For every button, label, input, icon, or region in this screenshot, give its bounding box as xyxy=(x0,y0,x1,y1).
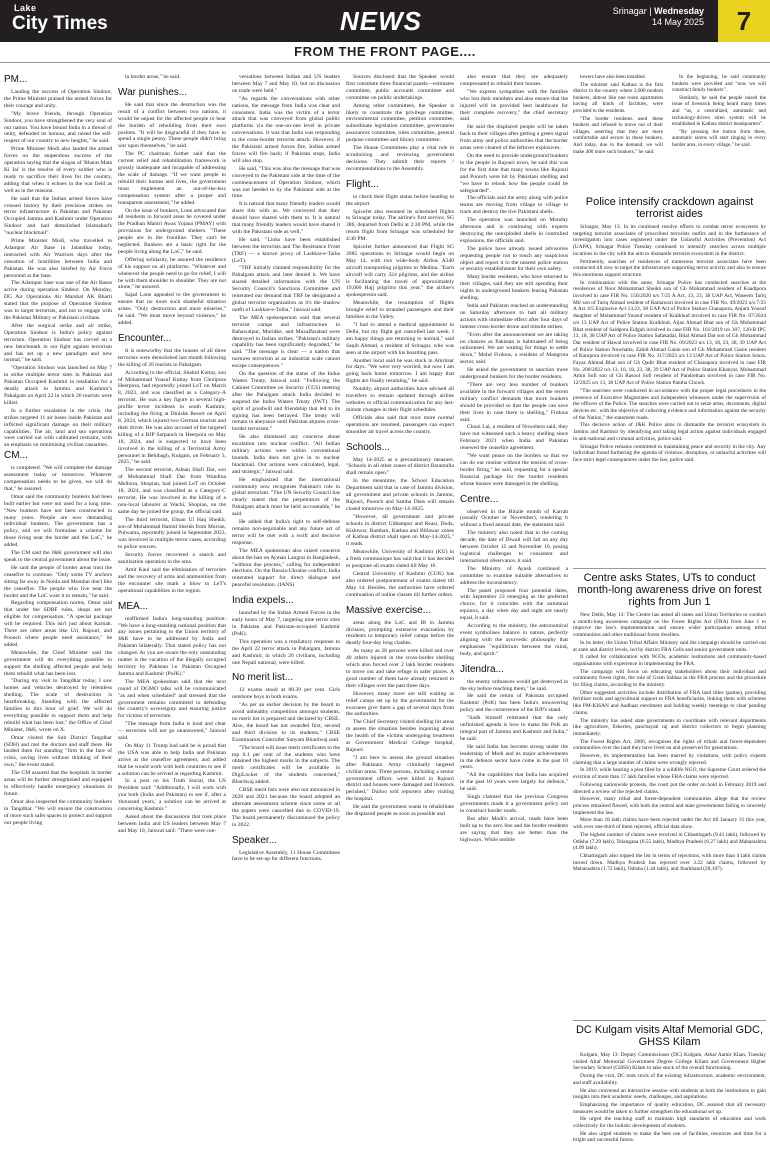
paragraph: The PC chairman further said that the current relief and rehabilitation framework is grossly inadequate and incapable of addressing the scale of damage. "If we want people to rebuild their homes and lives, the government must implement an out-of-the-box compensation system after a proper and transparent assessment," he added. xyxy=(118,151,226,206)
section-heading: Jitendra... xyxy=(460,663,504,675)
column-7-top xyxy=(672,74,766,194)
paragraph: He said the displaced people will be taken back to their villages after getting a green signal from army and police authorities that the border areas were cleared of the leftover explosives. xyxy=(460,124,568,152)
paragraph: India and Pakistan reached an understanding on Saturday afternoon to halt all military actions with immediate effect after four days of intense cross-border drone and missile strikes. xyxy=(460,303,568,330)
paragraph: The operation was launched on Monday afternoon and is continuing with experts destroying the unexploded shells in controlled explosions, the officials said. xyxy=(460,217,568,244)
paragraph: On May 11 Trump had said he is proud that the USA was able to help India and Pakistan arrive at the ceasefire agreement, and added that he would work with both countries to see if a solution can be arrived at regarding Kashmir. xyxy=(118,742,226,777)
paragraph: "The message from India is loud and clear — terrorism will not go unanswered," Jaiswal said. xyxy=(118,721,226,742)
paragraph: May 14-2025 as a precautionary measure. "Schools in all other zones of district Baramulla shall remain open." xyxy=(346,456,454,477)
paragraph: More than 18 lakh claims have been rejected under the Act till January 31 this year, with over one-third of them rejected, official data show. xyxy=(573,817,766,831)
paragraph: After the surgical strike and air strike, Operation Sindoor is India's policy against terrorism. Operation Sindoor has carved on a new benchmark in our fight against terrorism and has set up a new paradigm and new normal," he said. xyxy=(4,322,112,364)
paragraph: New Delhi, May 13: The Centre has asked all states and Union Territories to conduct a month-long awareness campaign on the Forest Rights Act (FRA) from June 1 to improve the law's implementation and ensure wider participation among tribal communities and other traditional forest dwellers. xyxy=(573,612,766,639)
paragraph: "The border residents used these bunkers and refused to move out of their villages, asserting that they are more comfortable and secure in these bunkers. And today, due to the demand, we will make 400 more such bunkers," he said. xyxy=(573,115,663,155)
paragraph: This decisive action of J&K Police aims to dismantle the terrorist ecosystem in Jammu and Kashmir by identifying and taking legal action against individuals engaged in anti-national and criminal activities, police said. xyxy=(573,422,766,442)
paragraph: "Even after the announcement we are taking no chances as Pakistan is habituated of being unlicensed. We are waiting for things to settle down," Mohd Firdous, a resident of Mangrota sector, said. xyxy=(460,331,568,366)
column-5 xyxy=(460,74,568,1169)
paragraph: Pertinently, searches of residences of numerous terrorist associates have been conducted till now to target the infrastructure supporting terror activity and also to ensure this enormous support structure. xyxy=(573,258,766,278)
section-heading: India expels... xyxy=(232,595,294,607)
divider xyxy=(573,568,766,569)
paragraph: The police have already issued advisories requesting people not to touch any suspicious object and report it to the nearest police station or security establishment for their own safety. xyxy=(460,245,568,273)
dateline: Srinagar | Wednesday 14 May 2025 xyxy=(612,6,704,27)
paragraph: "We express sympathies with the families who lost their members and also ensure that the injured will be provided best healthcare for their complete recovery," the chief secretary said. xyxy=(460,88,568,123)
paragraph: "By pressing the button from there, automatic sirens will start ringing in every border area, in every village," he said. xyxy=(672,128,766,148)
paragraph: also ensure that they are adequately compensated to rebuild their houses. xyxy=(460,74,568,87)
paragraph: He said, "Links have been established between the terrorists and The Resistance Front (TRF) — a known proxy of Lashkar-e-Taiba (LeT). xyxy=(232,236,340,264)
story-headline: Centre asks States, UTs to conduct month-long awareness drive on forest rights from Jun 1 xyxy=(577,572,762,608)
column-6-top xyxy=(573,74,663,194)
paragraph: He said the return of Pakistan occupied Kashmir (PoK) has been India's unwavering policy and the cornerstone of the BJP's stand. xyxy=(460,693,568,714)
paragraph: It called for collaboration with NGOs, academic institutions and community-based organisations with experience in implementing the FRA. xyxy=(573,654,766,667)
paragraph: versations between Indian and US leaders between May 7 and May 10, but no discussion on trade were held." xyxy=(232,74,340,94)
section-heading: Massive exercise... xyxy=(346,604,432,616)
paragraph: Amit Kaul said the elimination of terrorists and the recovery of arms and ammunition from the encounter site mark a blow to LeT's operational capabilities in the region. xyxy=(118,567,226,594)
paragraph: It is natural that many friendly leaders would share this with us. We conveyed that they should have shared with them to. It is natural that many friendly leaders would have shared it with the Pakistani side as well." xyxy=(232,201,340,235)
paragraph: to check their flight status before heading to the airport. xyxy=(346,193,454,207)
logo-main-text: City Times xyxy=(12,13,108,34)
paragraph: He said, "This was also the message that was conveyed to the Pakistani side at the time of the commencement of Operation Sindoor, which was not heeded to by the Pakistani side at the time. xyxy=(232,165,340,200)
paragraph: The third terrorist, Ehsan Ul Haq Sheikh, son of Mohammad Hamid Sheikh from Murran, Pulwama, reportedly joined in September 2023, was involved in multiple terror cases, according to police sources. xyxy=(118,516,226,551)
paragraph: The Adampur base was one of the Air Bases active during operation Sindoor. On Monday, DG Air Operations Air Marshal AK Bharti stated that the purpose of Operation Sindoor was to target terrorists, and not to engage with the Pakistan Military or Pakistani civilians. xyxy=(4,280,112,321)
page-number: 7 xyxy=(718,0,770,42)
paragraph: reaffirmed India's long-standing position: "We have a long-standing national position that any issues pertaining to the Union territory of J&K have to be addressed by India and Pakistan bilaterally. That stated policy has not changed. As you are aware the only outstanding matter is the vacation of the illegally occupied territory by Pakistan i.e. Pakistan Occupied Jammu and Kashmir (PoJK)." xyxy=(118,615,226,677)
paragraph: He added that India's right to self-defense remains non-negotiable and any future act of terror will be met with a swift and decisive response. xyxy=(232,519,340,546)
paragraph: The highest number of claims were received in Chhattisgarh (9.41 lakh), followed by Odisha (7.29 lakh), Telangana (6.55 lakh), Madhya Pradesh (6.27 lakh) and Maharashtra (4.09 lakh). xyxy=(573,831,766,852)
section-heading: Flight... xyxy=(346,178,379,190)
paragraph: "As regards the conversations with other nations, the message from India was clear and consistent. India was the victim of a terror attack that was conveyed from global public platforms via the one-on-one level in private conversations. It was that India was responding to the cross-border terrorist attack. However, if the Pakistani armed forces fire, Indian armed forces will fire back; if Pakistan stops, India will also stop. xyxy=(232,95,340,164)
paragraph: Meanwhile, the resumption of flights brought relief to stranded passengers and their families in the Valley. xyxy=(346,300,454,321)
paragraph: Srinagar Police remains committed to maintaining peace and security in the city. Any individual found furthering the agenda of violence, disruption, or unlawful activities will face strict legal consequences under the law, police said. xyxy=(573,443,766,463)
paragraph: "TRF initially claimed responsibility for the Pahalgam attack and later denied it. We have shared detailed information with the UN Security Council's Sanctions Committee and reiterated our demand that TRF be designated a global terrorist organization as it's the shadow outfit of Lashkar-e-Toiba," Jaiswal said. xyxy=(232,265,340,313)
paragraph: The officials said the army along with police teams are moving from village to village to track and destroy the live Pakistani shells. xyxy=(460,195,568,216)
paragraph: The MEA spokesman said that the next round of DGMO talks will be communicated "as and when scheduled" and stressed that the government remains committed to defending the country's sovereignty and ensuring justice for victims of terrorism. xyxy=(118,678,226,720)
paragraph: However, its implementation has been marred by violations, with policy experts claiming that a large number of claims were wrongly rejected. xyxy=(573,753,766,766)
paragraph: In a further escalation in the crisis, the strikes targeted 11 air bases inside Pakistan and inflicted significant damage on their military capabilities. The air, land and sea operations were carried out with calibrated restraint, with an emphasis on minimising civilian casualties. xyxy=(4,407,112,449)
paragraph: CBSE merit lists were also not announced in 2020 and 2021 because the board adopted an alternate assessment scheme since some or all the papers were cancelled due to COVID-19. The board permanently discontinued the policy in 2022. xyxy=(232,787,340,828)
section-title: NEWS xyxy=(340,6,422,36)
paragraph: He asked the government to sanction more underground bunkers for the border residents. xyxy=(460,367,568,381)
paragraph: Central University of Kashmir (CUK) has also ordered postponement of exams slated till May 14. Besides, the authorities have ordered continuation of online classes till further orders. xyxy=(346,571,454,598)
column-1-a xyxy=(4,74,112,449)
newspaper-logo xyxy=(6,2,124,40)
paragraph: "The board will issue merit certificates to the top 0.1 per cent of the students who have obtained the highest marks in the subjects. The merit certificates will be available in DigiLocker of the students concerned," Bhardwaj added. xyxy=(232,744,340,786)
paragraph: He also urged students to make the best use of facilities, resources and time for a bright and successful future. xyxy=(573,1130,766,1144)
section-heading: PM... xyxy=(4,74,28,85)
paragraph: Regarding compensation norms, Omar said that under the SDRF rules, shops are not eligible for compensation. "A special package will be required. This isn't just about Karnah. There are other areas like Uri, Rajouri, and Poonch where people need assistance," he added. xyxy=(4,600,112,648)
paragraph: The panel proposed four potential dates, with September 23 emerging as the preferred choice, for it coincides with the autumnal equinox, a day when day and night are nearly equal, it said. xyxy=(460,587,568,622)
paragraph: He said the people of border areas trust the ceasefire to continue. "Only some TV anchors sitting far away in Noida and Mumbai don't like the ceasefire. The people who live near the border and the LoC want it to remain," he said. xyxy=(4,564,112,599)
section-heading: Encounter... xyxy=(118,332,172,344)
dateline-city: Srinagar xyxy=(612,6,647,16)
paragraph: On the need to provide underground bunkers to the people in Rajouri town, he said this was for the first time that many towns like Rajouri and Poonch were hit by Pakistani shelling and "we have to relook how the people could be safeguarded". xyxy=(460,152,568,194)
paragraph: "We want peace on the borders so that we can do our routine without the tension of cross-border firing," he said, requesting for a special financial package for the border residents whose houses were damaged in the shelling. xyxy=(460,453,568,487)
masthead xyxy=(0,0,770,42)
paragraph: Security forces recovered a search and sanitisation operation in the area. xyxy=(118,552,226,566)
paragraph: "I am here to assess the ground situation after Pakistani Army criminally targeted civilian areas. Three persons, including a senior government officer, were killed in Rajouri district and houses were damaged and livestock perished," Dulloo told reporters after visiting the hospital. xyxy=(346,754,454,803)
paragraph: However, many more are still waiting as relief camps set up by the government for the evacuees give them a gap of several days from the authorities. xyxy=(346,690,454,718)
story-body xyxy=(573,224,766,464)
paragraph: the enemy ordnances would get destroyed in the sky before reaching them," he said. xyxy=(460,678,568,692)
paragraph: He emphasized that the international community now recognises Pakistan's role in global terrorism. "The UN Security Council has clearly stated that the perpetrators of the Pahalgam attack must be held accountable," he said. xyxy=(232,476,340,518)
section-heading: MEA... xyxy=(118,600,149,612)
paragraph: The House Committees play a vital role in scrutinizing and reviewing government decisions. They submit their reports / recommendations to the Assembly. xyxy=(346,145,454,172)
paragraph: The second terrorist, Adnan Shafi Dar, son of Mohammad Shafi Dar from Wandina Melhora, Shopian, had joined LeT on October 18, 2024, and was classified as a Category-C terrorist. He was involved in the killing of a non-local labourer at Wachi, Shopian, on the same day he joined the group, the official said. xyxy=(118,467,226,515)
paragraph: "All the capabilities that India has acquired in the past 10 years were largely for defence," he said. xyxy=(460,772,568,793)
paragraph: He said that the Indian armed forces have crossed history by their precision strikes on terror infrastructure in Pakistan and Pakistan Occupied Jammu and Kashmir under Operation Sindoor and had demolished Islamabad's "nuclear blackmail". xyxy=(4,195,112,237)
paragraph: Sajad Lone appealed to the government to ensure that no more such shameful situation arises. "Only destruction and more miseries," he said. "We must move beyond violence," he added. xyxy=(118,292,226,326)
paragraph: "However, all government and private schools in district Udhampur and Reasi, Doda, Kishtwar, Ramban, Kathua and Billawar zones of Kathua district shall open on May-14-2025," it reads. xyxy=(346,513,454,548)
column-2 xyxy=(118,74,226,1169)
paragraph: Officials also said that once more normal operations are resumed, passengers can expect smoother air travel across the country. xyxy=(346,414,454,435)
paragraph: "The searches were conducted in accordance with the proper legal procedures in the presence of Executive Magistrates and independent witnesses under the supervision of the officers of the Police. The searches were carried out to seize arms, documents, digital devices etc. with the objective of collecting evidence and information against the security of the Nation," the statement reads. xyxy=(573,387,766,421)
paragraph: "Operation Sindoor was launched on May 7 to strike multiple terror sites in Pakistan and Pakistan Occupied Kashmir in retaliation for a deadly attack in Jammu and Kashmir's Pahalgam on April 22 in which 26 tourists were killed. xyxy=(4,365,112,406)
paragraph: Chhattisgarh also topped the list in terms of rejections, with more than 4 lakh claims turned down. Madhya Pradesh has rejected over 3.22 lakh claims, followed by Maharashtra (1.72 lakh), Odisha (1.44 lakh), and Jharkhand (28,107). xyxy=(573,852,766,873)
paragraph: Srinagar, May 13: In its continued resolve efforts to combat terror ecosystem by targeting terrorist associates of proscribed terrorists outfits and in the furtherance of investigation into cases registered under the Unlawful Activities (Prevention) Act (UAPA), Srinagar Police Tuesday continued to intensify searches across multiple locations in the city with the aim to dismantle terrorist ecosystem in the district. xyxy=(573,224,766,257)
paragraph: In the beginning, he said community bunkers were provided and "now we will construct family bunkers". xyxy=(672,74,766,94)
paragraph: is completed. "We will complete the damage assessment today or tomorrow. Whatever compensation needs to be given, we will do that," he assured. xyxy=(4,465,112,492)
paragraph: "I had to attend a medical appointment in Delhi, but my flight got cancelled last week. I am happy things are returning to normal," said Saqib Ahmad, a resident of Srinagar, who was seen at the airport with his boarding pass. xyxy=(346,322,454,356)
paragraph: Legislative Assembly, 11 House Committees have to be set-up for different functions. xyxy=(232,849,340,863)
paragraph: The Forest Rights Act, 2006, recognises the rights of tribals and forest-dependent communities over the land they have lived on and preserved for generations. xyxy=(573,738,766,752)
paragraph: According to the ministry, the astronomical event symbolises balance in nature, perfectly aligning with the ayurvedic philosophy that emphasises "equilibrium between the mind, body, and spirit." xyxy=(460,623,568,657)
paragraph: 12 exams stood at 88.39 per cent. Girls outshone boys in both exams. xyxy=(232,687,340,701)
section-heading: Schools... xyxy=(346,441,390,453)
paragraph: In continuation with the same, Srinagar Police has conducted searches at the residences of Noor Mohammad Sheikh son of Gh Mohammad resident of Kaadipora involved in case FIR No. 156/2020 u/s 7/25 A Act, 13, 23, 38 UAP Act, Waseem Tariq Mir son of Tariq Ahmad resident of Rainawari involved in case FIR No. 49/2023 u/s 7/25 A Act 4/5 Explosive Act 13,23, 38 UAP Act of Police Station Chanapora, Anjum Yousuf daughter of Mohammad Yousuf resident of Kralkhud involved in case FIR No. 07/2024 u/s 13 UAP Act of Police Station Kralkhud, Aijaz Ahmad Bhat son of Gh Mohammad Bhat resident of Saidpora Eidgah involved in case FIR No. 161/2019 u/s 307, 120-B IPC 13, 18, 38 UAP Act of Police Station Safakadal, Bilal Ahmad Dar son of Gh Mohammad Dar resident of Hawal involved in case FIR No. 09/2023 u/s 13, 18, 23, 38, 39 UAP Act of Police Station Nowhatta, Zahid Ahmad Ganie son of Gh Mohammad Ganie resident of Kanipora involved in case FIR No. 117/2023 u/s 13 UAP Act of Police Station Soura, Fayaz Ahmad Bhat son of Gh Qadir Bhat resident of Chanapora involved in case FIR No. 200/2022 u/s 13, 16, 18, 23, 38, 39 UAP Act of Police Station Khanyar, Mohammad Amin Sofi son of Gh Rasool Sofi resident of Pandrethan involved in case FIR No. 12/2025 u/s 13, 18 UAP Act of Police Station Pantha Chowk. xyxy=(573,279,766,387)
paragraph: He also dismissed any concerns about escalation into nuclear conflict. "All Indian military actions were within conventional bounds. India does not give in to nuclear blackmail. Our actions were calculated, legal, and strategic," Jaiswal said. xyxy=(232,434,340,475)
paragraph: He urged the teaching staff to maintain high standards of education and work collectively for the holistic development of students. xyxy=(573,1116,766,1130)
paragraph: As many as 28 persons were killed and over 40 others injured in the cross-border shelling which also forced over 2 lakh border residents to move out and take refuge in safer places. A good number of them have already returned to their villages over the past three days. xyxy=(346,648,454,689)
paragraph: He said that since the destruction was the result of a conflict between two nations, it would be unjust for the affected people to bear the burden of rebuilding from their own pockets. "It will be disgraceful if they have to spend a single penny. These people didn't bring war upon themselves," he said. xyxy=(118,101,226,150)
story-dc-kulgam xyxy=(573,1024,766,1170)
paragraph: The ministry has asked state governments to coordinate with relevant departments like agriculture, fisheries, panchayati raj and district collectors to begin planning immediately. xyxy=(573,717,766,737)
paragraph: Meanwhile, University of Kashmir (KU) in a fresh communique has said that it has decided to postpone all exams slated till May 16. xyxy=(346,549,454,570)
paragraph: According to the official, Shahid Kuttay, son of Mohammad Yousuf Kuttay from Chotipora Heerpora, had reportedly joined LeT on March 8, 2023, and was classified as a Category-A terrorist. He was a key figure in several high-profile terror incidents in south Kashmir, including the firing at Dinishk Resort on April 8, 2024, which injured two German tourists and their driver. He was also accused of the targeted killing of a BJP Sarpanch in Heerpora on May 18, 2024, and is suspected to have been involved in the killing of a Territorial Army personnel in Behibagh, Kulgam, on February 3, 2025," he said. xyxy=(118,369,226,466)
paragraph: The MEA spokesman also raised concerns about the ban on Ayman Langrar in Bangladesh, "without due process," calling for independent elections. On the Russia-Ukraine conflict, India reiterated support for direct dialogue and peaceful resolution. (IANS) xyxy=(232,547,340,589)
page-kicker: FROM THE FRONT PAGE.... xyxy=(0,42,770,63)
story-police-crackdown xyxy=(573,196,766,566)
column-4 xyxy=(346,74,454,1169)
story-headline: Police intensify crackdown against terrorist aides xyxy=(585,196,754,220)
paragraph: Omar also inspected the community bunkers in Tangdhar. "We will ensure the construction of more such safer spaces to protect and support our people living xyxy=(4,798,112,826)
dateline-weekday: Wednesday xyxy=(654,6,704,16)
column-1 xyxy=(4,74,112,1169)
paragraph: On the question of the status of the Indus Waters Treaty, Jaiswal said: "Following the Cabinet Committee on Security (CCS) meeting after the Pahalgam attack India decided to suspend the Indus Waters Treaty (IWT). The spirit of goodwill and friendship that led to its signing has been betrayed. The treaty will remain in abeyance until Pakistan abjures cross-border terrorism." xyxy=(232,371,340,433)
paragraph: Asked about the discussions that took place between India and US leaders between May 7 and May 10, Jaiswal said: "There were con- xyxy=(118,814,226,834)
section-heading: Speaker... xyxy=(232,834,278,846)
paragraph: But after Modi's arrival, roads have been built up to the zero line and the border residents are saying that they are better than the highways. While mobile xyxy=(460,815,568,843)
paragraph: areas along the LoC and IB in Jammu division, prompting extensive evacuation by residents to temporary relief camps before the deadly four-day long clashes. xyxy=(346,619,454,647)
paragraph: Many border residents, who have returned to their villages, said they are still spending their nights in underground bunkers fearing Pakistan shelling. xyxy=(460,274,568,302)
paragraph: In its letter, the Union Tribal Affairs Ministry said the campaign should be carried out at state and district levels, led by district FRA Cells and senior government units. xyxy=(573,639,766,653)
section-heading: Centre... xyxy=(460,493,499,505)
paragraph: The CM assured that the hospitals in border areas will be further strengthened and equipped to effectively handle emergency situations in future. xyxy=(4,770,112,797)
paragraph: Sources disclosed that the Speaker would first constitute three financial panels—estimates committee, public accounts committee and committee on public undertakings. xyxy=(346,74,454,101)
paragraph: Another local said he was stuck in Amritsar for days. "We were very worried, but now I am going back home tomorrow. I am happy that flights are finally resuming," he said. xyxy=(346,357,454,385)
section-heading: War punishes... xyxy=(118,86,188,98)
paragraph: launched by the Indian Armed Forces in the early hours of May 7, targeting nine terror sites in Pakistan and Pakistan-occupied Kashmir (PoK). xyxy=(232,610,340,637)
paragraph: Prime Minister Modi also lauded the armed forces on the stupendous success of the operation saying that the slogan of 'Bharat Mata Ki Jai' is the resolve of every soldier who is ready to sacrifice their lives for the country, adding that when it echoes in the war field as well as in the mission. xyxy=(4,146,112,194)
logo-small-text: Lake xyxy=(14,3,37,13)
story-body xyxy=(573,1052,766,1144)
paragraph: The minister said Kathua is the first district in the country where 2,000 modern bunkers, almost like one room apartments having all kinds of facilities, were provided to the residents. xyxy=(573,81,663,114)
paragraph: Omar said the community bunkers had been built earlier but were not used for a long time. "New bunkers have not been constructed in many years. People are now demanding individual bunkers. The government has a policy, and we will formulate a scheme for those living near the border and the LoC," he added. xyxy=(4,493,112,549)
paragraph: On the issue of bunkers, Lone advocated that all residents in forward areas be covered under the Pradhan Mantri Awas Yojana (PMAY) with provisions for underground shelters. "These people are in the frontline. They can't be neglected. Bunkers are a basic right for the people living along the LoC," he said. xyxy=(118,207,226,255)
paragraph: In a post on his Truth Social, the US President said: "Additionally, I will work with you both (India and Pakistan) to see if, after a 'thousand years,' a solution can be arrived at concerning Kashmir." xyxy=(118,778,226,813)
paragraph: Kulgam, May 13: Deputy Commissioner (DC) Kulgam, Athar Aamir Khan, Tuesday visited Altaf Memorial Government Degree College Kilam and Government Higher Secondary School (GHSS) Kilam to take stock of the overall functioning. xyxy=(573,1052,766,1072)
paragraph: He also convened an interactive session with students at both the institutions to gain insights into their academic needs, challenges, and aspirations. xyxy=(573,1087,766,1101)
paragraph: During the visit, DC took stock of the existing infrastructure, academic environment, and staff availability. xyxy=(573,1073,766,1086)
paragraph: Meanwhile, the Chief Minister said the government will do everything possible to support the shelling affected people and help them rebuild what has been lost. xyxy=(4,649,112,677)
paragraph: towers have also been installed. xyxy=(580,74,646,80)
divider xyxy=(573,1020,766,1021)
section-heading: No merit list... xyxy=(232,672,294,684)
paragraph: The campaign will focus on educating stakeholders about their individual and community forest rights, the role of Gram Sabhas in the FRA process and the procedure for filing claims, according to the ministry. xyxy=(573,668,766,689)
paragraph: Similarly, he said the people raised the issue of livestock being heard many times and "us, a centralized, automatic and technology-driven siren system will be established in Kathua district headquarters". xyxy=(672,94,766,128)
paragraph: "My brave friends, through Operation Sindoor, you have strengthened the very soul of our nation. You have bound India in a thread of unity, defended its honour, and raised the self-respect of our country to new heights," he said. xyxy=(4,110,112,145)
paragraph: In 2019, while hearing a plea filed by a wildlife NGO, the Supreme Court ordered the eviction of more than 17 lakh families whose FRA claims were rejected. xyxy=(573,767,766,781)
paragraph: "There are very less number of bunkers available in the forward villages and the recent military conflict demands that more bunkers should be provided so that the people can save their lives in case there is shelling," Firdous said. xyxy=(460,381,568,423)
paragraph: Prime Minister Modi, who travelled to Adampur Air Base in Jalandhar today, interacted with Air Warriors days after the cessation of hostilities between India and Pakistan. He was also briefed by Air Force personnel at the base. xyxy=(4,238,112,279)
column-1-b xyxy=(4,450,112,826)
paragraph: However, many tribal and forest-dependent communities allege that the review process remained flawed, with both the central and state governments failing to sincerely implement the law. xyxy=(573,796,766,816)
story-headline: DC Kulgam visits Altaf Memorial GDC, GHSS Kilam xyxy=(575,1024,764,1048)
column-3 xyxy=(232,74,340,1169)
paragraph: He said the government wants to rehabilitate the displaced people as soon as possible and xyxy=(346,804,454,818)
paragraph: Following nationwide protests, the court put the order on hold in February 2019 and directed a review of the rejected claims. xyxy=(573,781,766,795)
story-body xyxy=(573,612,766,873)
paragraph: in border areas," he said. xyxy=(125,74,181,80)
story-forest-rights xyxy=(573,572,766,1018)
paragraph: The Ministry of Ayush continued a committee to examine suitable alternatives to address the inconsistency. xyxy=(460,565,568,586)
paragraph: observed in the Hinzle month of Karrah (usually October or November), rendering it without a fixed annual date, the statement said. xyxy=(460,508,568,529)
paragraph: The ministry also noted that in the coming decade, the date of Diwali will fall on any day between October 15 and November 10, posing logistical challenges to consistent and international observance, it said. xyxy=(460,530,568,564)
paragraph: Among other committees, the Speaker is likely to constitute the privilege committee, environmental committee, petition committee, subordinate legislation committee, government assurances committee, rules committee, general purpose committee and library committee. xyxy=(346,102,454,144)
paragraph: He said India has become strong under the leadership of Modi and its major achievements in the defence sector have come in the past 10 years. xyxy=(460,743,568,771)
paragraph: Notably, airport authorities have advised all travellers to remain updated through airline websites or official communication for any last-minute changes in their flight schedules. xyxy=(346,386,454,413)
paragraph: Omar visited the Sub District Tangdhar (SDH) and met the doctors and staff there. He lauded them for standing "firm in the face of crisis, saving lives without thinking of their own," the event stated. xyxy=(4,734,112,769)
paragraph: "Sadh himself reiterated that the only unfinished agenda is how to make the PoK an integral part of Jammu and Kashmir and India," he said. xyxy=(460,715,568,742)
paragraph: The CM said the J&K government will also speak to the central government about the issue. xyxy=(4,550,112,563)
paragraph: "As per an earlier decision by the board to avoid unhealthy competition amongst students, no merit list is prepared and declared by CBSE. Also, the board has not awarded first, second and third division to its students," CBSE Examination Controller Sanyam Bhardwaj said. xyxy=(232,702,340,743)
paragraph: In the meantime, the School Education Department said that in case of Jammu division, all government and private schools in Jammu, Rajouri, Poonch and Samba Dists will remain closed tomorrow on May-14-2025. xyxy=(346,478,454,512)
paragraph: Other suggested activities include distribution of FRA land titles (pattas), providing fertiliser tools and agricultural support to FRA beneficiaries, linking them with schemes like PM-KISAN and Aadhaar enrolment and holding weekly meetings to clear pending claims. xyxy=(573,689,766,716)
paragraph: Chuni Lal, a resident of Nowshera said, they have not witnessed such a heavy shelling since February 2021 when India and Pakistan renewed the ceasefire agreement. xyxy=(460,424,568,452)
paragraph: Offering solidarity, he assured the residence of his support on all platforms. "Whatever and whenever the people need to go for relief, I will be with them shoulder to shoulder. They are not alone," he assured. xyxy=(118,256,226,291)
dateline-date: 14 May 2025 xyxy=(651,17,704,27)
paragraph: SpiceJet further announced that Flight SG 3985 operations to Srinagar would begin on May 14, with two wide-body Airbus A340 aircraft transporting pilgrims to Medina. "Each aircraft will carry 324 pilgrims, and the airline is facilitating the travel of approximately 19,000 Hajj pilgrims this year," the airline's spokesperson said. xyxy=(346,244,454,299)
paragraph: Emphasizing the importance of quality education, DC assured that all necessary measures would be taken to further strengthen the educational set up. xyxy=(573,1101,766,1115)
paragraph: Lauding the success of Operation Sindoor, the Prime Minister praised the armed forces for their courage and unity. xyxy=(4,89,112,109)
paragraph: It is noteworthy that the houses of all three terrorists were demolished last month following the killing of 26 tourists in Pahalgam. xyxy=(118,347,226,368)
section-heading: CM... xyxy=(4,450,28,462)
paragraph: Singh claimed that the previous Congress governments made it a government policy not to construct border roads. xyxy=(460,794,568,814)
paragraph: The Chief Secretary visited shelling hit areas to assess the situation besides inquiring about the health of the victims undergoing treatment at Government Medical College hospital, Rajouri. xyxy=(346,719,454,753)
paragraph: "During my visit to Tangdhar today, I saw homes and vehicles destroyed by relentless shelling. The scale of destruction is heartbreaking. Standing with the affected families in this hour of grief. We will do everything possible to support them and help rebuild what has been lost," the Office of Chief Minister, J&K, wrote on X. xyxy=(4,678,112,733)
paragraph: SpiceJet also resumed its scheduled flights to Srinagar today. The airline's first service, SG 386, departed from Delhi at 2:30 PM, while the return flight from Srinagar was scheduled for 4:30 PM. xyxy=(346,208,454,243)
paragraph: This operation was a retaliatory response to the April 22 terror attack in Pahalgam, Jammu and Kashmir, in which 26 civilians, including one Nepali national, were killed. xyxy=(232,638,340,666)
paragraph: The MEA spokesperson said that several terrorist camps and infrastructure in Bahawalpur, Muridke, and Muzaffarabad were destroyed in Indian strikes. "Pakistan's military capability has been significantly degraded," he said. "The message is clear — a nation that nurtures terrorism at an industrial scale cannot escape consequences." xyxy=(232,314,340,370)
